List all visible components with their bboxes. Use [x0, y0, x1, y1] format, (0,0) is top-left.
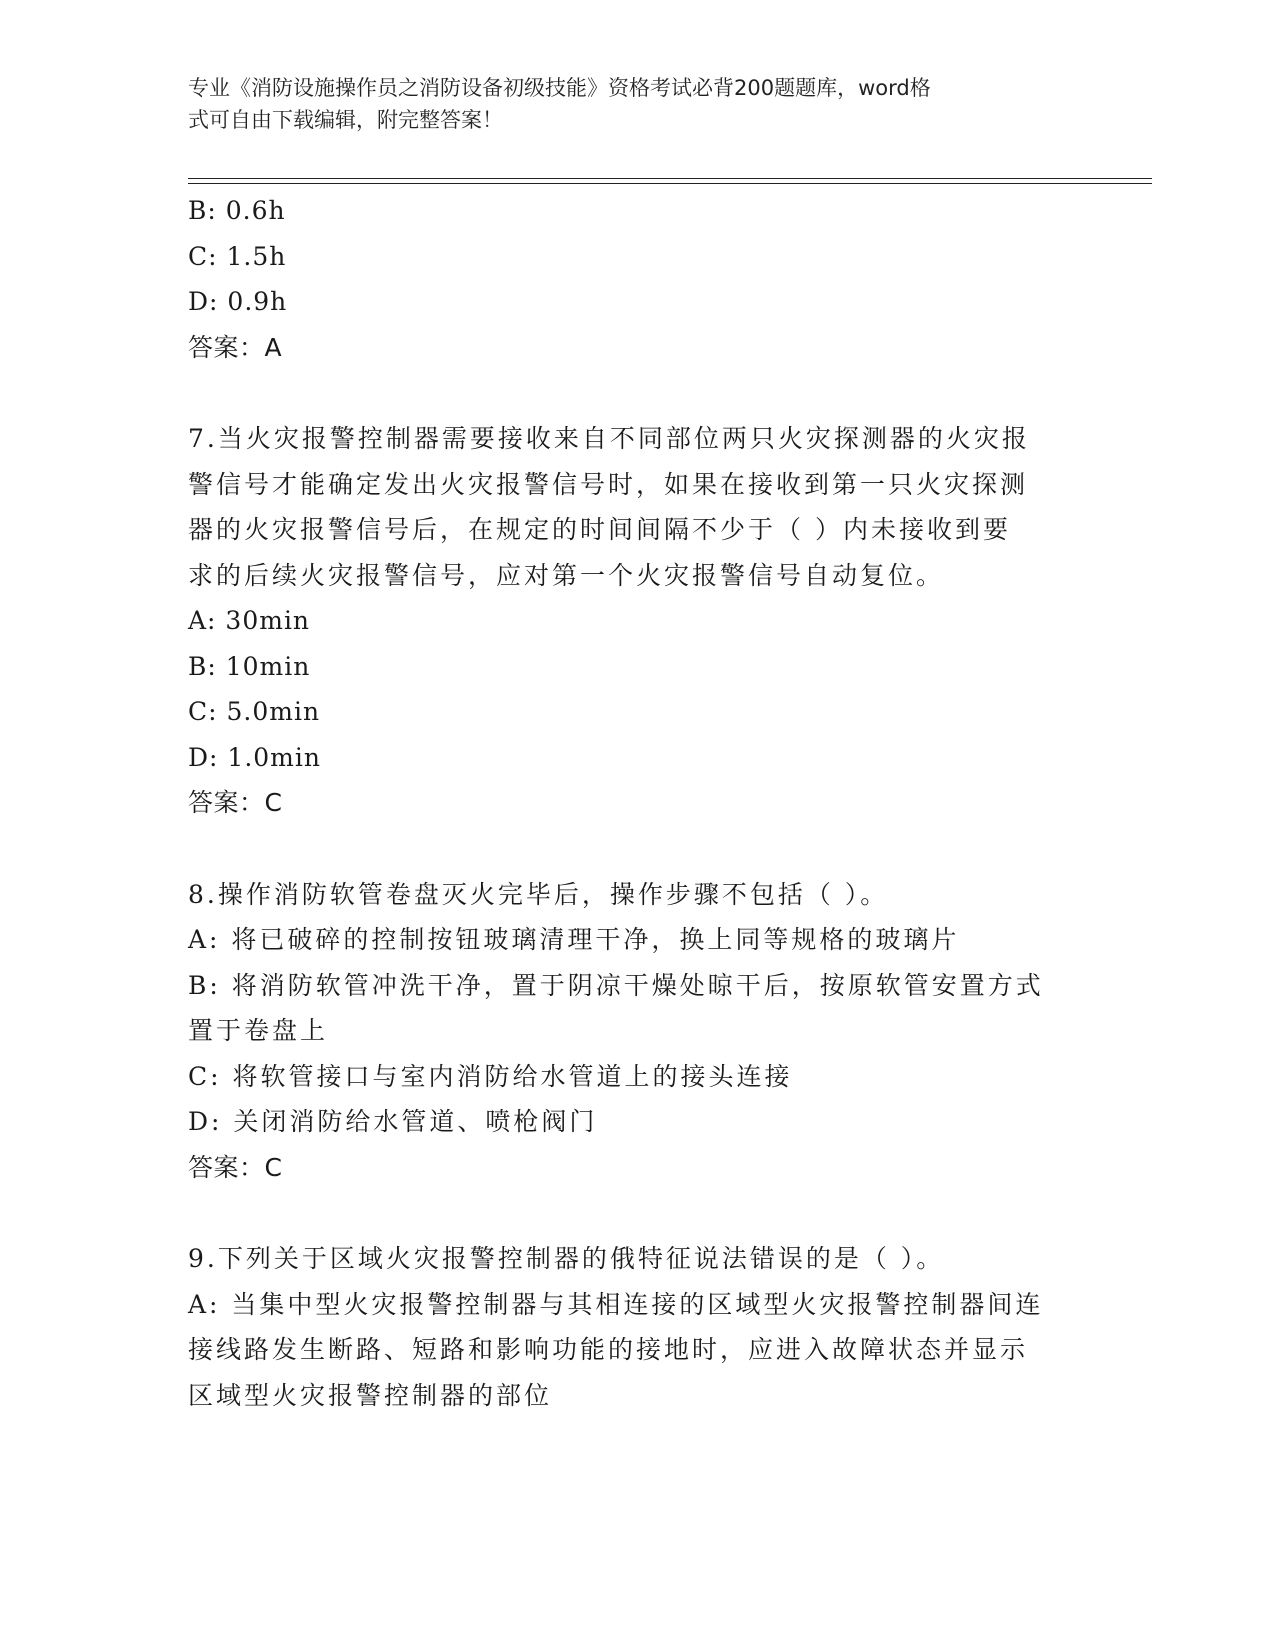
question-stem-line: 器的火灾报警信号后，在规定的时间间隔不少于（ ）内未接收到要 [188, 515, 1011, 544]
option-b-line-1: B: 将消防软管冲洗干净，置于阴凉干燥处晾干后，按原软管安置方式 [188, 970, 1044, 1000]
spacer [188, 1190, 1088, 1236]
option-b: B: 10min [188, 651, 311, 681]
spacer [188, 370, 1088, 416]
question-8-block [188, 872, 1088, 1191]
prev-question-block [188, 188, 1088, 370]
question-9-block [188, 1236, 1088, 1418]
question-stem-line: 8.操作消防软管卷盘灭火完毕后，操作步骤不包括（ ）。 [188, 879, 889, 909]
answer: 答案：C [188, 1152, 283, 1182]
question-stem-line: 求的后续火灾报警信号，应对第一个火灾报警信号自动复位。 [188, 560, 945, 590]
option-d: D: 0.9h [188, 287, 288, 316]
question-7-block [188, 416, 1088, 826]
option-a-line: A: 当集中型火灾报警控制器与其相连接的区域型火灾报警控制器间连 [188, 1289, 1044, 1319]
question-stem-line: 警信号才能确定发出火灾报警信号时，如果在接收到第一只火灾探测 [188, 469, 1029, 499]
option-a-line: 接线路发生断路、短路和影响功能的接地时，应进入故障状态并显示 [188, 1335, 1029, 1364]
option-d: D: 关闭消防给水管道、喷枪阀门 [188, 1107, 598, 1136]
header-divider-top [188, 178, 1152, 179]
option-b: B: 0.6h [188, 196, 286, 225]
document-header [188, 72, 1068, 136]
option-a: A: 30min [188, 606, 311, 635]
document-body [188, 188, 1088, 1418]
option-c: C: 将软管接口与室内消防给水管道上的接头连接 [188, 1061, 793, 1091]
header-divider-bottom [188, 183, 1152, 184]
spacer [188, 826, 1088, 872]
header-line-1: 专业《消防设施操作员之消防设备初级技能》资格考试必背200题题库，word格 [188, 76, 931, 100]
question-stem-line: 9.下列关于区域火灾报警控制器的俄特征说法错误的是（ ）。 [188, 1244, 945, 1273]
option-d: D: 1.0min [188, 742, 321, 772]
answer: 答案：C [188, 788, 283, 817]
answer: 答案：A [188, 332, 283, 362]
header-line-2: 式可自由下载编辑，附完整答案！ [188, 108, 503, 132]
option-a: A: 将已破碎的控制按钮玻璃清理干净，换上同等规格的玻璃片 [188, 925, 960, 954]
question-stem-line: 7.当火灾报警控制器需要接收来自不同部位两只火灾探测器的火灾报 [188, 424, 1030, 453]
option-c: C: 1.5h [188, 241, 287, 271]
option-c: C: 5.0min [188, 697, 321, 726]
option-b-line-2: 置于卷盘上 [188, 1016, 329, 1045]
option-a-line: 区域型火灾报警控制器的部位 [188, 1380, 553, 1410]
